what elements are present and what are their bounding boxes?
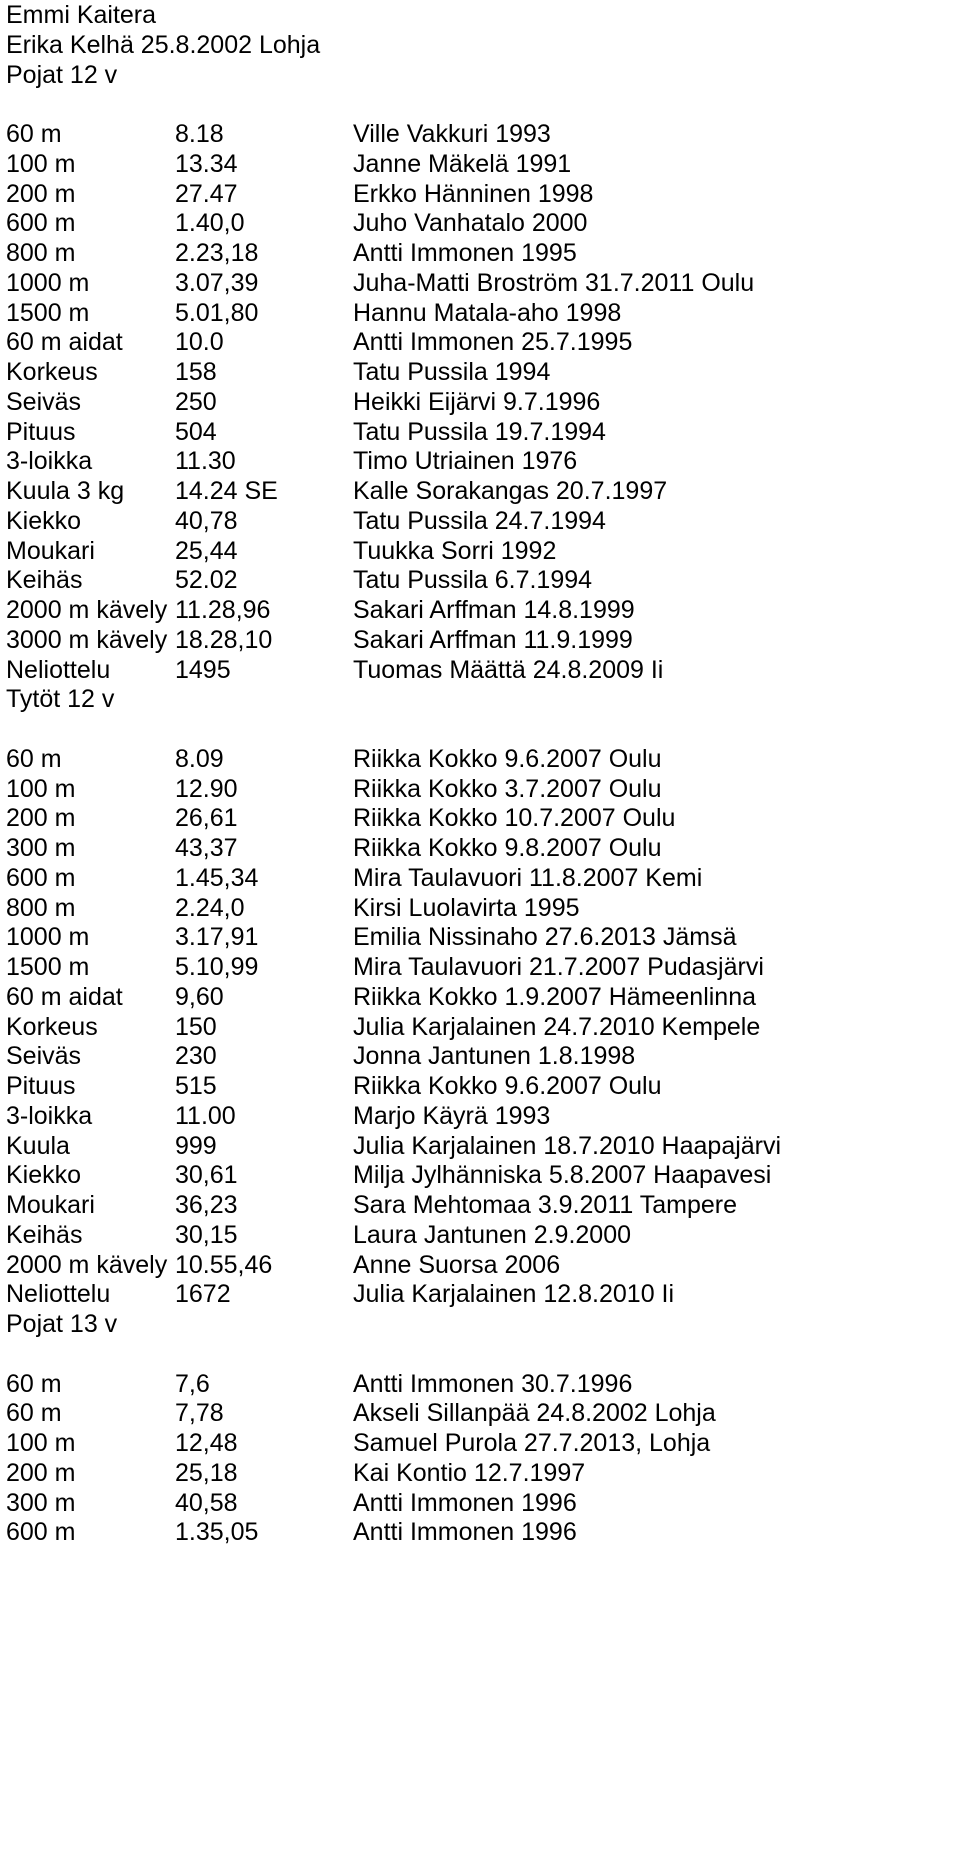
result: 1.45,34 <box>175 863 259 892</box>
event: Keihäs <box>6 566 83 595</box>
event: 800 m <box>6 893 76 922</box>
event: 2000 m kävely <box>6 596 168 624</box>
result: 9,60 <box>175 982 224 1011</box>
event: Kuula <box>6 1131 70 1160</box>
result: 52.02 <box>175 566 238 595</box>
event: 3-loikka <box>6 1101 93 1130</box>
athlete-date-place: Tatu Pussila 19.7.1994 <box>353 417 606 446</box>
result: 7,6 <box>175 1369 210 1398</box>
athlete-date-place: Samuel Purola 27.7.2013, Lohja <box>353 1429 711 1457</box>
result: 999 <box>175 1131 217 1160</box>
athlete-date-place: Ville Vakkuri 1993 <box>353 120 551 148</box>
athlete-date-place: Riikka Kokko 1.9.2007 Hämeenlinna <box>353 982 757 1011</box>
result: 30,61 <box>175 1161 238 1190</box>
event: 200 m <box>6 1458 76 1487</box>
result: 8.09 <box>175 744 224 773</box>
result: 30,15 <box>175 1220 238 1249</box>
event: Pituus <box>6 417 76 446</box>
result: 3.07,39 <box>175 268 259 297</box>
athlete-date-place: Hannu Matala-aho 1998 <box>353 298 622 327</box>
athlete-date-place: Antti Immonen 1996 <box>353 1488 577 1517</box>
athlete-date-place: Kalle Sorakangas 20.7.1997 <box>353 477 668 505</box>
result: 12.90 <box>175 774 238 803</box>
result: 18.28,10 <box>175 625 273 654</box>
athlete-date-place: Emilia Nissinaho 27.6.2013 Jämsä <box>353 923 737 952</box>
event: Kiekko <box>6 506 82 535</box>
athlete-date-place: Erkko Hänninen 1998 <box>353 179 594 208</box>
event: 600 m <box>6 209 76 238</box>
result: 515 <box>175 1072 217 1100</box>
result: 1.40,0 <box>175 209 245 238</box>
athlete-date-place: Antti Immonen 25.7.1995 <box>353 328 633 357</box>
athlete-date-place: Tuukka Sorri 1992 <box>353 536 557 565</box>
athlete-date-place: Tatu Pussila 6.7.1994 <box>353 566 593 595</box>
result: 230 <box>175 1042 217 1071</box>
result: 25,44 <box>175 536 238 565</box>
event: 1500 m <box>6 298 90 327</box>
event: 60 m <box>6 1369 62 1398</box>
result: 40,78 <box>175 506 238 535</box>
athlete-date-place: Marjo Käyrä 1993 <box>353 1101 551 1130</box>
result: 11.28,96 <box>175 596 271 624</box>
athlete-date-place: Riikka Kokko 9.8.2007 Oulu <box>353 834 662 862</box>
event: 300 m <box>6 1488 76 1517</box>
event: 2000 m kävely <box>6 1250 168 1279</box>
athlete-date-place: Julia Karjalainen 24.7.2010 Kempele <box>353 1012 761 1041</box>
event: 800 m <box>6 239 76 267</box>
event: 200 m <box>6 804 76 833</box>
section-title: Tytöt 12 v <box>6 685 115 714</box>
result: 11.00 <box>175 1101 236 1130</box>
section-title: Pojat 13 v <box>6 1310 118 1338</box>
result: 5.10,99 <box>175 953 259 981</box>
event: Keihäs <box>6 1220 83 1249</box>
athlete-date-place: Akseli Sillanpää 24.8.2002 Lohja <box>353 1399 716 1428</box>
athlete-date-place: Juho Vanhatalo 2000 <box>353 209 588 238</box>
header-line: Emmi Kaitera <box>6 1 157 29</box>
result: 5.01,80 <box>175 298 259 327</box>
event: 3-loikka <box>6 447 93 476</box>
section-title: Pojat 12 v <box>6 60 118 89</box>
athlete-date-place: Timo Utriainen 1976 <box>353 447 578 476</box>
result: 10.0 <box>175 328 224 357</box>
event: Kiekko <box>6 1161 82 1190</box>
athlete-date-place: Riikka Kokko 3.7.2007 Oulu <box>353 774 662 803</box>
result-row <box>6 1514 956 1550</box>
athlete-date-place: Riikka Kokko 10.7.2007 Oulu <box>353 804 676 833</box>
event: Moukari <box>6 536 95 565</box>
athlete-date-place: Jonna Jantunen 1.8.1998 <box>353 1042 636 1071</box>
result: 7,78 <box>175 1399 224 1428</box>
result: 13.34 <box>175 149 238 178</box>
result: 150 <box>175 1012 217 1041</box>
event: 60 m <box>6 120 62 148</box>
result: 43,37 <box>175 834 238 862</box>
result: 1495 <box>175 655 231 684</box>
event: 200 m <box>6 179 76 208</box>
event: Pituus <box>6 1072 76 1100</box>
result: 8.18 <box>175 120 224 148</box>
event: 100 m <box>6 774 76 803</box>
event: 600 m <box>6 1518 76 1547</box>
event: 1000 m <box>6 923 90 952</box>
event: Seiväs <box>6 1042 82 1071</box>
event: 100 m <box>6 149 76 178</box>
result: 11.30 <box>175 447 236 476</box>
event: 60 m aidat <box>6 328 123 357</box>
event: Korkeus <box>6 358 98 386</box>
result: 26,61 <box>175 804 238 833</box>
event: 60 m <box>6 744 62 773</box>
event: 60 m <box>6 1399 62 1428</box>
athlete-date-place: Sakari Arffman 11.9.1999 <box>353 625 633 654</box>
athlete-date-place: Tatu Pussila 24.7.1994 <box>353 506 606 535</box>
athlete-date-place: Kai Kontio 12.7.1997 <box>353 1458 586 1487</box>
athlete-date-place: Juha-Matti Broström 31.7.2011 Oulu <box>353 268 755 297</box>
result: 158 <box>175 358 217 386</box>
result: 1.35,05 <box>175 1518 259 1547</box>
athlete-date-place: Antti Immonen 1996 <box>353 1518 577 1547</box>
result: 40,58 <box>175 1488 238 1517</box>
result: 2.24,0 <box>175 893 245 922</box>
event: 3000 m kävely <box>6 625 168 654</box>
athlete-date-place: Anne Suorsa 2006 <box>353 1250 561 1279</box>
event: Neliottelu <box>6 1280 111 1309</box>
result: 10.55,46 <box>175 1250 273 1279</box>
result: 504 <box>175 417 217 446</box>
athlete-date-place: Mira Taulavuori 21.7.2007 Pudasjärvi <box>353 953 764 981</box>
result: 1672 <box>175 1280 231 1309</box>
athlete-date-place: Julia Karjalainen 12.8.2010 Ii <box>353 1280 675 1309</box>
athlete-date-place: Julia Karjalainen 18.7.2010 Haapajärvi <box>353 1131 782 1160</box>
athlete-date-place: Laura Jantunen 2.9.2000 <box>353 1220 632 1249</box>
athlete-date-place: Sakari Arffman 14.8.1999 <box>353 596 635 624</box>
header-line: Erika Kelhä 25.8.2002 Lohja <box>6 30 321 59</box>
event: Seiväs <box>6 387 82 416</box>
athlete-date-place: Tatu Pussila 1994 <box>353 358 551 386</box>
event: 1000 m <box>6 268 90 297</box>
athlete-date-place: Sara Mehtomaa 3.9.2011 Tampere <box>353 1191 738 1219</box>
athlete-date-place: Riikka Kokko 9.6.2007 Oulu <box>353 744 662 773</box>
result: 3.17,91 <box>175 923 259 952</box>
athlete-date-place: Mira Taulavuori 11.8.2007 Kemi <box>353 863 703 892</box>
athlete-date-place: Kirsi Luolavirta 1995 <box>353 893 580 922</box>
result: 12,48 <box>175 1429 238 1457</box>
athlete-date-place: Janne Mäkelä 1991 <box>353 149 572 178</box>
event: Korkeus <box>6 1012 98 1041</box>
result: 27.47 <box>175 179 238 208</box>
event: Neliottelu <box>6 655 111 684</box>
result: 2.23,18 <box>175 239 259 267</box>
result: 250 <box>175 387 217 416</box>
result: 14.24 SE <box>175 477 278 505</box>
event: 60 m aidat <box>6 982 123 1011</box>
event: 600 m <box>6 863 76 892</box>
event: Moukari <box>6 1191 95 1219</box>
athlete-date-place: Riikka Kokko 9.6.2007 Oulu <box>353 1072 662 1100</box>
event: 100 m <box>6 1429 76 1457</box>
result: 36,23 <box>175 1191 238 1219</box>
athlete-date-place: Antti Immonen 1995 <box>353 239 577 267</box>
event: 300 m <box>6 834 76 862</box>
athlete-date-place: Tuomas Määttä 24.8.2009 Ii <box>353 655 664 684</box>
event: Kuula 3 kg <box>6 477 125 505</box>
result: 25,18 <box>175 1458 238 1487</box>
athlete-date-place: Heikki Eijärvi 9.7.1996 <box>353 387 601 416</box>
event: 1500 m <box>6 953 90 981</box>
athlete-date-place: Milja Jylhänniska 5.8.2007 Haapavesi <box>353 1161 772 1190</box>
athlete-date-place: Antti Immonen 30.7.1996 <box>353 1369 633 1398</box>
